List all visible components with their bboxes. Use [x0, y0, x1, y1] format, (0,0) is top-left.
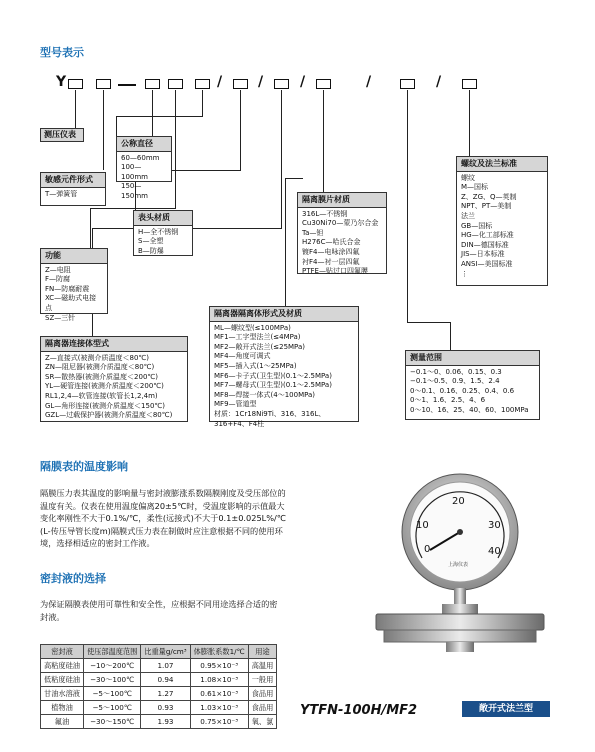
code-slash-1: /	[217, 74, 223, 90]
temp-paragraph: 隔膜压力表其温度的影响量与密封液膨涨系数隔膜刚度及受压部位的温度有关。仪表在使用温度偏离20±5℃时，受温度影响的示值最大变化率刚性不大于0.1%/℃，柔性(远接式)不大于0.1±0.025L%/℃(L-传压导管长度m)隔膜式压力表在制做时应注意根据不同的使用环境，选择相适应的密封工作液。	[40, 488, 286, 548]
col-header: 使压部温度范围	[83, 645, 140, 659]
liquid-paragraph: 为保证隔膜表使用可靠性和安全性，应根据不同用途选择合适的密封液。	[40, 599, 278, 622]
code-box-1	[68, 79, 83, 89]
temp-heading: 隔膜表的温度影响	[40, 460, 128, 473]
col-header: 体膨胀系数1/℃	[190, 645, 248, 659]
gauge-tick-20: 20	[452, 496, 465, 507]
table-row: 低粘度硅油 −30～100℃ 0.94 1.08×10⁻³ 一般用	[41, 673, 277, 687]
code-box-5	[195, 79, 210, 89]
col-header: 比重量g/cm³	[141, 645, 190, 659]
box-function: 功能 Z—电阻 F—防腐 FN—防腐耐震 XC—磁助式电接点 SZ—三针	[40, 248, 108, 314]
model-heading: 型号表示	[40, 46, 84, 59]
code-slash-3: /	[300, 74, 306, 90]
code-box-4	[168, 79, 183, 89]
product-label: 敞开式法兰型	[462, 701, 550, 717]
table-row: 高粘度硅油 −10～200℃ 1.07 0.95×10⁻³ 高温用	[41, 659, 277, 673]
code-box-6	[233, 79, 248, 89]
box-membrane: 隔离膜片材质 316L—不锈钢 Cu30Ni70—蒙乃尔合金 Ta—钽 H276C—哈氏合金 镀F4—电昹涂四氟 衬F4—衬一层四氟 PTFE—贴过口四氟膜	[297, 192, 387, 274]
code-box-8	[316, 79, 331, 89]
box-connection: 隔离器连接体型式 Z—直接式(被测介质温度＜80℃) ZN—阻尼器(被测介质温度＜80℃) SR—散热器(被测介质温度＜200℃) YL—硬管连接(被测介质温度＜200℃) RL1,2,4—软管连接(软管长1,2,4m) GL—角形连接(被测介质温度＜150℃) GZL—过载保护器(被测介质温度＜80℃)	[40, 336, 188, 422]
code-box-10	[462, 79, 477, 89]
table-row: 甘油水溶液 −5～100℃ 1.27 0.61×10⁻³ 食品用	[41, 687, 277, 701]
gauge-tick-30: 30	[488, 520, 501, 531]
box-nominal: 公称直径 60—60mm 100—100mm 150—150mm	[116, 136, 172, 182]
gauge-tick-0: 0	[424, 544, 431, 555]
box-measuring: 测压仪表	[40, 128, 84, 142]
table-row: 氟油 −30～150℃ 1.93 0.75×10⁻³ 氧、氯	[41, 715, 277, 729]
gauge-tick-10: 10	[416, 520, 429, 531]
box-head-material: 表头材质 H—全不锈钢 S—全塑 B—防爆	[133, 210, 193, 256]
col-header: 密封液	[41, 645, 84, 659]
liquid-heading: 密封液的选择	[40, 572, 106, 585]
code-box-3	[145, 79, 160, 89]
model-prefix: Y	[56, 74, 67, 90]
gauge-tick-40: 40	[488, 546, 501, 557]
liquid-table	[40, 644, 277, 729]
gauge-brand: 上海仪表	[448, 562, 469, 568]
gauge-image	[360, 470, 560, 670]
code-box-9	[400, 79, 415, 89]
box-range: 测量范围 −0.1～0、0.06、0.15、0.3 −0.1～0.5、0.9、1.5、2.4 0～0.1、0.16、0.25、0.4、0.6 0～1、1.6、2.5、4、6 0～10、16、25、40、60、100MPa	[405, 350, 540, 420]
code-slash-2: /	[258, 74, 264, 90]
box-thread: 螺纹及法兰标准 螺纹 M—国标 Z、ZG、Q—英制 NPT、PT—美制 法兰 GB—国标 HG—化工部标准 DIN—德国标准 JIS—日本标准 ANSI—美国标准 ⋮	[456, 156, 548, 286]
box-diaphragm: 隔离器隔离体形式及材质 ML—螺纹型(≤100MPa) MF1—工字型法兰(≤4MPa) MF2—敞开式法兰(≤25MPa) MF4—角度可调式 MF5—插入式(1～25MPa) MF6—卡子式(卫生型)(0.1～2.5MPa) MF7—螺母式(卫生型)(0.1～2.5MPa) MF8—焊接一体式(4～100MPa) MF9—管道型 材质：1Cr18Ni9Ti、316、316L、316+F4、F4柱	[209, 306, 359, 422]
code-slash-5: /	[436, 74, 442, 90]
code-dash	[118, 84, 136, 86]
product-model: YTFN-100H/MF2	[300, 703, 418, 718]
table-header-row	[41, 645, 277, 659]
code-box-7	[274, 79, 289, 89]
box-sensing: 敏感元件形式 T—弹簧管	[40, 172, 106, 206]
col-header: 用途	[248, 645, 277, 659]
code-slash-4: /	[366, 74, 372, 90]
code-box-2	[96, 79, 111, 89]
table-row: 植物油 −5～100℃ 0.93 1.03×10⁻³ 食品用	[41, 701, 277, 715]
